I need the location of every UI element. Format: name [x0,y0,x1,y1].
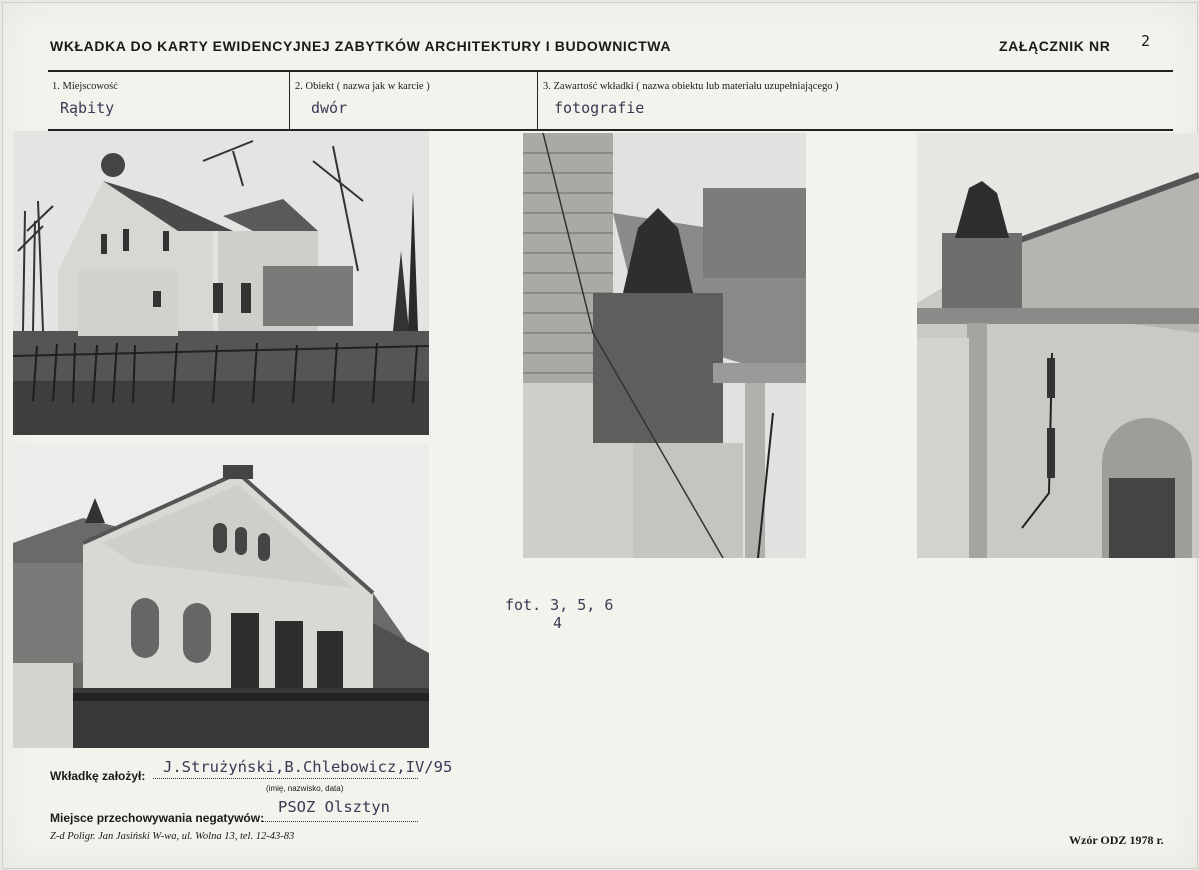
field-label-object: 2. Obiekt ( nazwa jak w karcie ) [295,81,430,92]
author-value: J.Strużyński,B.Chlebowicz,IV/95 [163,758,453,776]
author-label: Wkładkę założył: [50,769,146,783]
annex-label: ZAŁĄCZNIK NR [999,38,1111,54]
negatives-label: Miejsce przechowywania negatywów: [50,811,265,825]
field-value-contents: fotografie [554,99,645,117]
field-label-contents: 3. Zawartość wkładki ( nazwa obiektu lub materiału uzupełniającego ) [543,81,839,92]
field-value-object: dwór [311,99,348,117]
table-divider-1 [289,71,290,129]
field-label-locality: 1. Miejscowość [52,81,118,92]
field-value-locality: Rąbity [60,99,115,117]
table-divider-2 [537,71,538,129]
record-sheet [2,2,1198,869]
negatives-dotted-line [261,821,418,822]
annex-number: 2 [1141,32,1151,50]
document-title: WKŁADKA DO KARTY EWIDENCYJNEJ ZABYTKÓW ARCHITEKTURY I BUDOWNICTWA [50,38,672,54]
photo-reference-subnote: 4 [553,614,563,632]
table-top-rule [48,70,1173,72]
author-dotted-line [153,778,418,779]
author-hint: (imię, nazwisko, data) [266,784,344,793]
photo-gable-facade [13,443,429,748]
photo-manor-house-front [13,131,429,435]
printer-imprint: Z-d Poligr. Jan Jasiński W-wa, ul. Wolna 13, tel. 12-43-83 [50,831,295,842]
photo-reference-note: fot. 3, 5, 6 [505,596,614,614]
negatives-value: PSOZ Olsztyn [278,798,390,816]
photo-cornice-finial-closeup [523,133,806,558]
form-identifier: Wzór ODZ 1978 r. [1069,833,1164,847]
photo-corner-arched-window [917,133,1199,558]
